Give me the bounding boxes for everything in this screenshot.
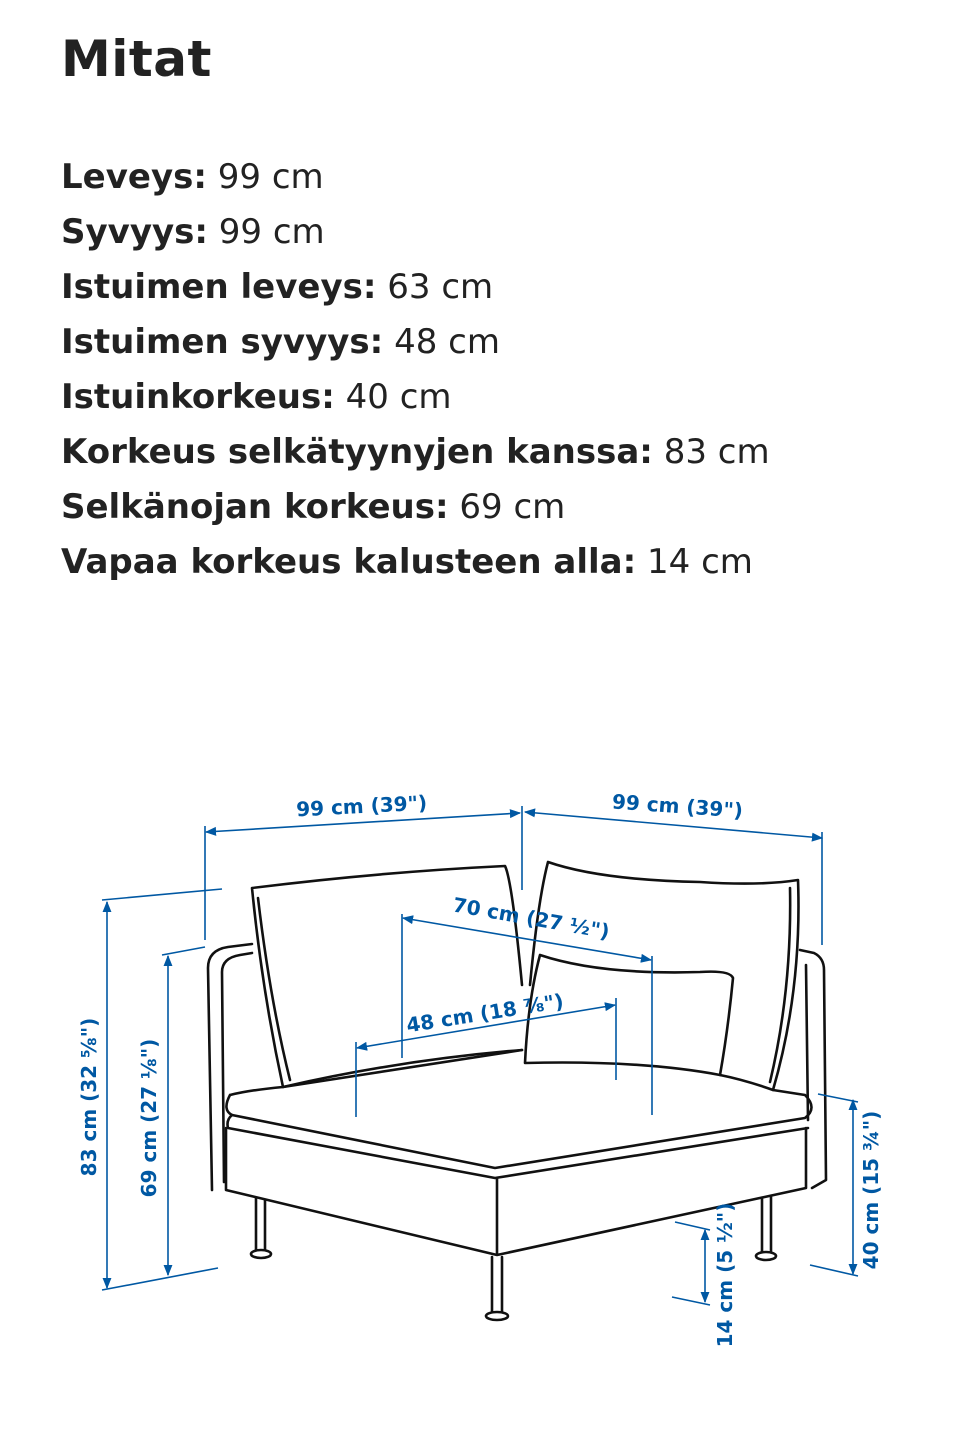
spec-seat-width: Istuimen leveys: 63 cm [61, 267, 494, 307]
seat-height-label: 40 cm (15 ¾") [859, 1110, 883, 1270]
spec-backrest-height: Selkänojan korkeus: 69 cm [61, 487, 566, 527]
spec-seat-height: Istuinkorkeus: 40 cm [61, 377, 452, 417]
back-height-label: 69 cm (27 ⅛") [137, 1038, 161, 1198]
spec-height-with-cushions: Korkeus selkätyynyjen kanssa: 83 cm [61, 432, 770, 472]
spec-seat-depth: Istuimen syvyys: 48 cm [61, 322, 500, 362]
page-title: Mitat [61, 30, 212, 88]
seat-depth-label: 48 cm (18 ⅞") [404, 988, 566, 1038]
clearance-label: 14 cm (5 ½") [713, 1202, 737, 1348]
total-height-label: 83 cm (32 ⅝") [77, 1017, 101, 1177]
width-right-label: 99 cm (39") [611, 789, 744, 823]
spec-width: Leveys: 99 cm [61, 157, 324, 197]
inner-width-label: 70 cm (27 ½") [451, 892, 612, 944]
spec-free-height-under: Vapaa korkeus kalusteen alla: 14 cm [61, 542, 753, 582]
width-left-label: 99 cm (39") [295, 790, 428, 822]
spec-depth: Syvyys: 99 cm [61, 212, 325, 252]
